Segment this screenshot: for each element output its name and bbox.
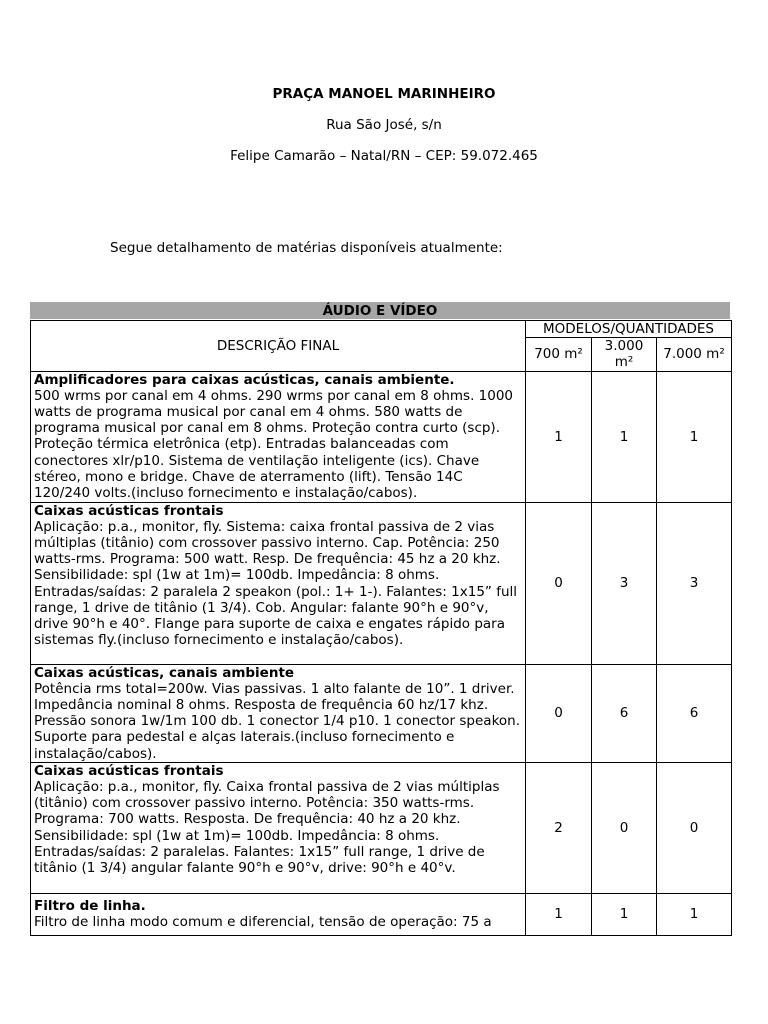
col-header-3000: 3.000 m²	[592, 338, 657, 371]
item-body: Aplicação: p.a., monitor, fly. Sistema: caixa frontal passiva de 2 vias múltiplas (titânio) com crossover passivo interno. Cap. Potência: 250 watts-rms. Programa: 500 watt. Resp. De frequência: 45 hz a 20 khz. Sensibilidade: spl (1w at 1m)= 100db. Impedância: 8 ohms. Entradas/saídas: 2 paralela 2 speakon (pol.: 1+ 1-). Falantes: 1x15” full range, 1 drive de titânio (1 3/4). Cob. Angular: falante 90°h e 90°v, drive 90°h e 40°. Flange para suporte de caixa e engates rápido para sistemas fly.(incluso fornecimento e instalação/cabos).	[34, 518, 518, 649]
item-title: Caixas acústicas frontais	[34, 762, 224, 779]
row-description	[31, 762, 526, 893]
models-header: MODELOS/QUANTIDADES	[526, 321, 732, 338]
item-title: Caixas acústicas, canais ambiente	[34, 664, 295, 681]
city-line: Felipe Camarão – Natal/RN – CEP: 59.072.465	[230, 148, 538, 164]
table-row	[31, 893, 732, 935]
qty-700: 0	[526, 502, 592, 664]
qty-700: 0	[526, 664, 592, 762]
row-description	[31, 502, 526, 664]
row-description	[31, 664, 526, 762]
qty-7000: 6	[657, 664, 732, 762]
qty-3000: 1	[592, 371, 657, 502]
qty-3000: 1	[592, 893, 657, 935]
table-row	[31, 371, 732, 502]
col-header-700: 700 m²	[526, 338, 592, 371]
qty-3000: 3	[592, 502, 657, 664]
item-title: Filtro de linha.	[34, 898, 146, 915]
row-description	[31, 371, 526, 502]
qty-700: 1	[526, 893, 592, 935]
item-body: Potência rms total=200w. Vias passivas. 1 alto falante de 10”. 1 driver. Impedância nominal 8 ohms. Resposta de frequência 60 hz/17 khz. Pressão sonora 1w/1m 100 db. 1 conector 1/4 p10. 1 conector speakon. Suporte para pedestal e alças laterais.(incluso fornecimento e instalação/cabos).	[34, 680, 521, 762]
qty-3000: 0	[592, 762, 657, 893]
table-row	[31, 664, 732, 762]
desc-header: DESCRIÇÃO FINAL	[31, 321, 526, 372]
qty-700: 1	[526, 371, 592, 502]
item-body: Aplicação: p.a., monitor, fly. Caixa frontal passiva de 2 vias múltiplas (titânio) com crossover passivo interno. Potência: 350 watts-rms. Programa: 700 watts. Resposta. De frequência: 40 hz a 20 khz. Sensibilidade: spl (1w at 1m)= 100db. Impedância: 8 ohms. Entradas/saídas: 2 paralelas. Falantes: 1x15” full range, 1 drive de titânio (1 3/4) angular falante 90°h e 90°v, drive: 90°h e 40°v.	[34, 779, 500, 877]
item-title: Caixas acústicas frontais	[34, 502, 224, 519]
table-row	[31, 762, 732, 893]
section-title-band: ÁUDIO E VÍDEO	[30, 302, 730, 319]
qty-7000: 1	[657, 371, 732, 502]
qty-3000: 6	[592, 664, 657, 762]
intro-text: Segue detalhamento de matérias disponíveis atualmente:	[110, 240, 503, 256]
qty-7000: 0	[657, 762, 732, 893]
qty-700: 2	[526, 762, 592, 893]
materials-table	[30, 320, 732, 936]
item-body: 500 wrms por canal em 4 ohms. 290 wrms por canal em 8 ohms. 1000 watts de programa musical por canal em 4 ohms. 580 watts de programa musical por canal em 8 ohms. Proteção contra curto (scp). Proteção térmica eletrônica (etp). Entradas balanceadas com conectores xlr/p10. Sistema de ventilação inteligente (ics). Chave stéreo, mono e bridge. Chave de aterramento (lift). Tensão 14C 120/240 volts.(incluso fornecimento e instalação/cabos).	[34, 387, 514, 502]
qty-7000: 3	[657, 502, 732, 664]
col-header-7000: 7.000 m²	[657, 338, 732, 371]
table-row	[31, 502, 732, 664]
page-title: PRAÇA MANOEL MARINHEIRO	[272, 86, 496, 102]
qty-7000: 1	[657, 893, 732, 935]
row-description	[31, 893, 526, 935]
address-line: Rua São José, s/n	[326, 117, 442, 133]
item-title: Amplificadores para caixas acústicas, canais ambiente.	[34, 371, 455, 388]
item-body: Filtro de linha modo comum e diferencial, tensão de operação: 75 a	[34, 914, 492, 931]
